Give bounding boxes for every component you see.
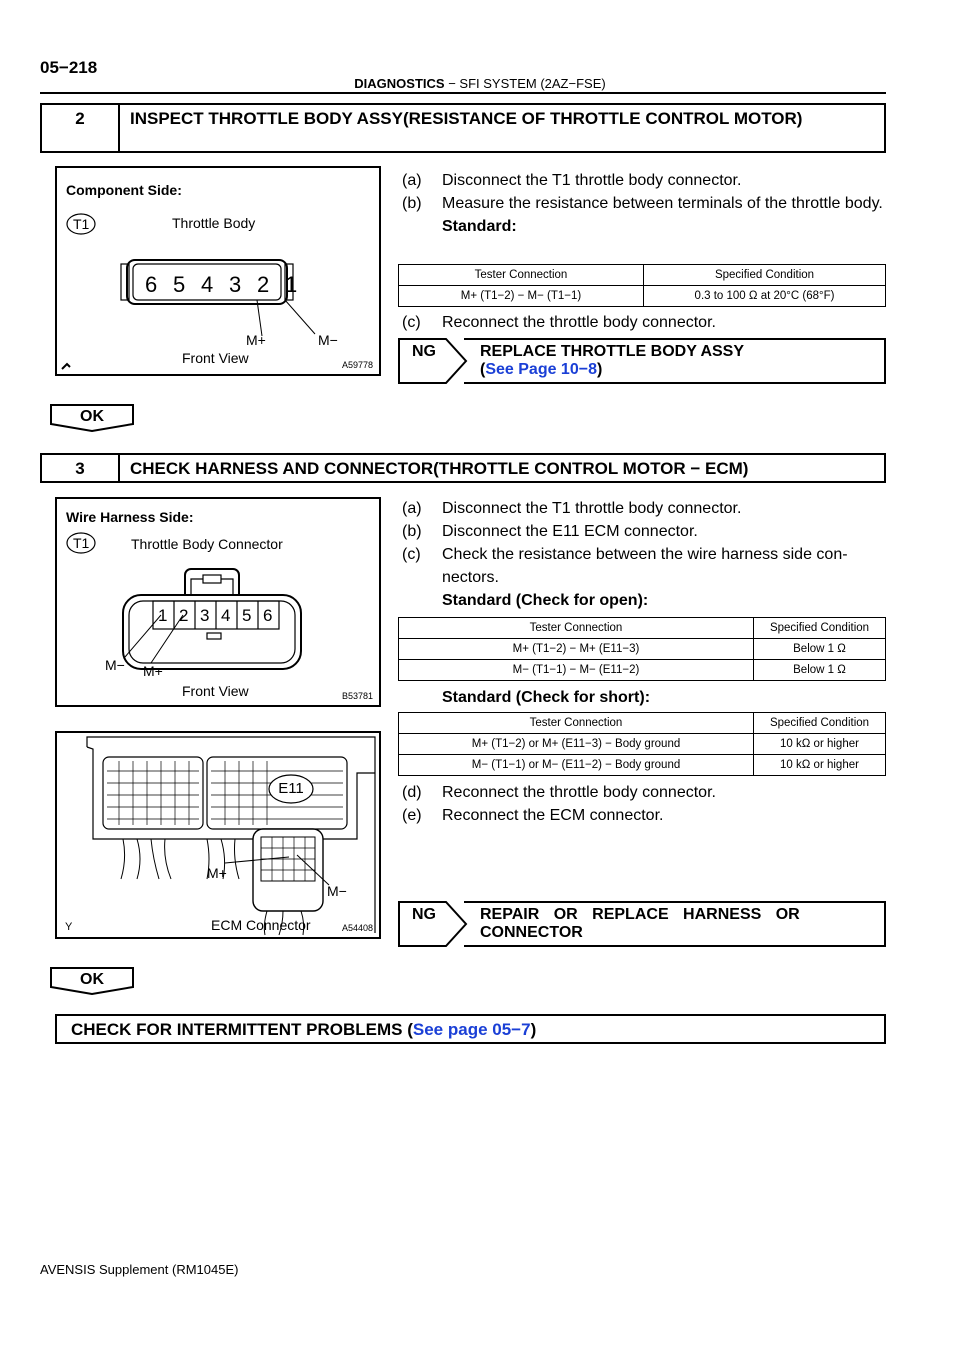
figure-side-label: Wire Harness Side:: [66, 509, 194, 525]
table-header: Specified Condition: [754, 618, 886, 639]
item-e-key: (e): [402, 807, 422, 824]
pin-6: 6: [145, 272, 158, 297]
item-c: Check the resistance between the wire harness side con-nectors.: [442, 546, 848, 586]
pin-4: 4: [221, 606, 231, 625]
item-a-key: (a): [402, 500, 422, 517]
item-c-key: (c): [402, 546, 421, 563]
ng-action-line1: REPLACE THROTTLE BODY ASSY: [480, 343, 745, 360]
paren-close: ): [596, 361, 603, 378]
connector-id-t1: T1: [73, 535, 90, 551]
final-check-text: CHECK FOR INTERMITTENT PROBLEMS (: [71, 1020, 413, 1039]
final-check-close: ): [530, 1020, 537, 1039]
table-cell: M− (T1−1) or M− (E11−2) − Body ground: [399, 755, 754, 776]
item-a: Disconnect the T1 throttle body connector.: [442, 172, 742, 189]
step-3-instructions: [402, 497, 888, 612]
ecm-drawing: [57, 733, 379, 937]
table-header: Specified Condition: [754, 713, 886, 734]
pin-3: 3: [200, 606, 210, 625]
header-section: DIAGNOSTICS: [354, 76, 445, 91]
table-row: [399, 265, 886, 286]
ecm-connector-label: ECM Connector: [211, 917, 311, 933]
item-e: Reconnect the ECM connector.: [442, 807, 664, 824]
table-header: Tester Connection: [399, 618, 754, 639]
figure-code: A59778: [341, 360, 373, 370]
standard-short-label: Standard (Check for short):: [442, 689, 651, 706]
ng-action-repair: [398, 901, 886, 947]
page-header: [0, 76, 960, 91]
table-cell: 10 kΩ or higher: [754, 755, 886, 776]
ng-action-line2: CONNECTOR: [480, 924, 583, 941]
item-b: Disconnect the E11 ECM connector.: [442, 523, 698, 540]
figure-code: B53781: [341, 691, 373, 701]
m-minus-label: M−: [105, 657, 125, 673]
front-view-label: Front View: [182, 350, 249, 366]
ng-action-line1: REPAIR OR REPLACE HARNESS OR: [480, 906, 800, 923]
standard-open-label: Standard (Check for open):: [442, 592, 649, 609]
ok-label-step-2: OK: [80, 408, 104, 425]
item-b-key: (b): [402, 195, 422, 212]
table-cell: 10 kΩ or higher: [754, 734, 886, 755]
item-c: Reconnect the throttle body connector.: [442, 314, 716, 331]
ng-action-text: [464, 901, 886, 947]
paren-open: (: [480, 361, 486, 378]
item-d-key: (d): [402, 784, 422, 801]
ng-action-line2: [480, 361, 884, 379]
front-view-label: Front View: [182, 683, 249, 699]
figure-throttle-body-component: [55, 166, 381, 376]
step-3-header: [40, 453, 886, 483]
pin-3: 3: [229, 272, 242, 297]
link-see-page-05-7[interactable]: See page 05−7: [412, 1020, 531, 1039]
table-row: [399, 618, 886, 639]
table-cell: M− (T1−1) − M− (E11−2): [399, 660, 754, 681]
figure-corner-mark: Y: [65, 921, 73, 933]
page-footer: AVENSIS Supplement (RM1045E): [40, 1262, 239, 1277]
table-row: [399, 755, 886, 776]
table-cell: Below 1 Ω: [754, 639, 886, 660]
spec-table-resistance: [398, 264, 886, 307]
harness-connector-drawing: [57, 499, 379, 705]
step-2-instructions: [402, 169, 888, 238]
connector-id-e11: E11: [278, 780, 304, 797]
item-d: Reconnect the throttle body connector.: [442, 784, 716, 801]
pin-4: 4: [201, 272, 214, 297]
connector-name-label: Throttle Body Connector: [131, 536, 283, 552]
m-plus-label: M+: [246, 332, 266, 348]
item-b-key: (b): [402, 523, 422, 540]
spec-table-short: [398, 712, 886, 776]
item-a: Disconnect the T1 throttle body connector.: [442, 500, 742, 517]
m-plus-label: M+: [207, 865, 227, 881]
figure-side-label: Component Side:: [66, 182, 182, 198]
link-see-page-10-8[interactable]: See Page 10−8: [485, 361, 597, 378]
item-c-key: (c): [402, 314, 421, 331]
item-a-key: (a): [402, 172, 422, 189]
table-row: [399, 286, 886, 307]
step-3-number: 3: [42, 455, 120, 481]
pin-5: 5: [173, 272, 186, 297]
step-3-title: CHECK HARNESS AND CONNECTOR(THROTTLE CONTROL MOTOR − ECM): [130, 459, 749, 478]
table-header: Tester Connection: [399, 713, 754, 734]
header-rule: [40, 92, 886, 94]
pin-2: 2: [179, 606, 189, 625]
spec-table-open: [398, 617, 886, 681]
step-2-header: [40, 103, 886, 153]
figure-code: A54408: [341, 923, 373, 933]
standard-label: Standard:: [442, 218, 517, 235]
throttle-body-label: Throttle Body: [172, 215, 256, 231]
table-cell: M+ (T1−2) − M+ (E11−3): [399, 639, 754, 660]
table-cell: M+ (T1−2) − M− (T1−1): [399, 286, 644, 307]
table-row: [399, 734, 886, 755]
table-row: [399, 639, 886, 660]
table-cell: Below 1 Ω: [754, 660, 886, 681]
ng-label: NG: [412, 906, 436, 923]
item-c-row: [402, 311, 716, 334]
figure-ecm-connector: [55, 731, 381, 939]
figure-wire-harness-side: [55, 497, 381, 707]
page-number: 05−218: [40, 58, 98, 77]
table-header: Specified Condition: [644, 265, 886, 286]
header-system: − SFI SYSTEM (2AZ−FSE): [448, 76, 606, 91]
step-3-final-items: [402, 781, 716, 827]
ng-action-text: [464, 338, 886, 384]
pin-5: 5: [242, 606, 252, 625]
pin-1: 1: [285, 272, 298, 297]
table-cell: 0.3 to 100 Ω at 20°C (68°F): [644, 286, 886, 307]
ng-action-replace: [398, 338, 886, 384]
step-2-title: INSPECT THROTTLE BODY ASSY(RESISTANCE OF THROTTLE CONTROL MOTOR): [130, 109, 803, 128]
table-row: [399, 713, 886, 734]
table-row: [399, 660, 886, 681]
final-check-box: [55, 1014, 886, 1044]
step-2-number: 2: [42, 105, 120, 151]
item-b: Measure the resistance between terminals of the throttle body.: [442, 195, 883, 212]
ok-label-step-3: OK: [80, 971, 104, 988]
table-cell: M+ (T1−2) or M+ (E11−3) − Body ground: [399, 734, 754, 755]
pin-1: 1: [158, 606, 168, 625]
m-plus-label: M+: [143, 663, 163, 679]
m-minus-label: M−: [318, 332, 338, 348]
m-minus-label: M−: [327, 883, 347, 899]
pin-2: 2: [257, 272, 270, 297]
pin-6: 6: [263, 606, 273, 625]
ng-label: NG: [412, 343, 436, 360]
table-header: Tester Connection: [399, 265, 644, 286]
connector-id-t1: T1: [73, 216, 90, 232]
